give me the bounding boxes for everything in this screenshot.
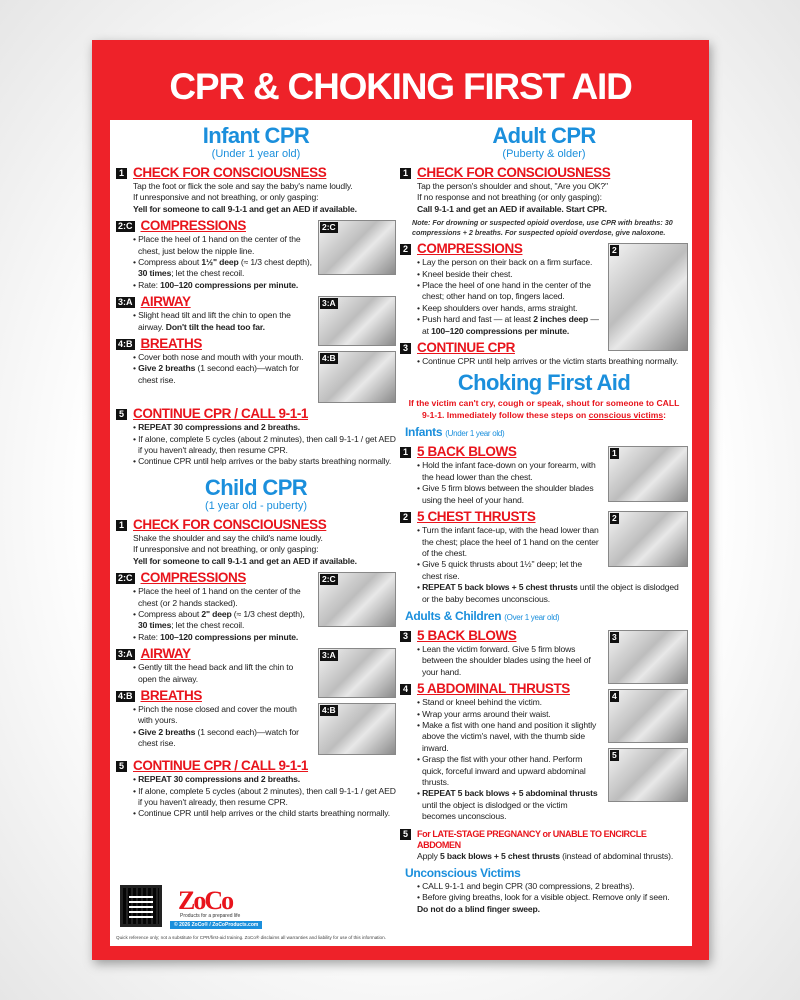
text: If unresponsive and not breathing, or only gasping:	[133, 544, 319, 555]
text: Apply	[417, 850, 440, 861]
text: Lay the person on their back on a firm surface.	[422, 257, 593, 268]
bullet-icon: •	[417, 708, 423, 719]
text: Compress about	[138, 257, 202, 268]
text: If alone, complete 5 cycles (about 2 minutes), then call 9-1-1 / get AED if you haven't already, then resume CPR.	[138, 785, 396, 807]
bullet-item	[116, 422, 396, 433]
text: (≈ 1/3 chest depth),	[238, 257, 312, 268]
bullet-icon: •	[417, 881, 423, 892]
step-header	[400, 165, 688, 181]
step-number-badge: 1	[400, 447, 411, 458]
bullet-icon: •	[133, 257, 139, 268]
text: until the object is dislodged or the baby becomes unconscious.	[422, 582, 679, 604]
infant-cpr-title: Infant CPR	[202, 123, 310, 148]
image-label: 2:C	[322, 574, 336, 585]
text: Before giving breaths, look for a visible object. Remove only if seen.	[422, 892, 670, 903]
child-breaths-illustration	[318, 703, 396, 755]
image-label: 3:A	[322, 650, 336, 661]
infant-compressions-illustration	[318, 220, 396, 275]
bullet-icon: •	[417, 483, 423, 494]
text: Tap the foot or flick the sole and say the baby's name loudly.	[133, 181, 353, 191]
step-header	[116, 218, 313, 234]
text-line	[116, 181, 396, 192]
qr-code[interactable]	[120, 885, 162, 927]
step-title: COMPRESSIONS	[417, 241, 523, 257]
text-line	[116, 544, 396, 555]
image-label: 2	[612, 513, 617, 524]
text-line	[116, 204, 396, 215]
step-number-badge: 1	[400, 168, 411, 179]
bullet-icon: •	[417, 697, 423, 708]
text-line	[400, 904, 688, 915]
bold-text: 100–120 compressions per minute.	[160, 631, 299, 642]
group-age: (Over 1 year old)	[504, 612, 560, 622]
adult-note: Note: For drowning or suspected opioid overdose, use CPR with breaths: 30 compressions + 2 breaths. For suspected opioid overdose, give naloxone.	[412, 218, 673, 238]
text-line	[400, 204, 688, 215]
step-title: CHECK FOR CONSCIOUSNESS	[417, 165, 611, 180]
bold-text: Give 2 breaths	[138, 726, 196, 737]
bullet-item	[400, 881, 688, 892]
step-header	[116, 336, 313, 352]
step-number-badge: 3:A	[118, 649, 133, 660]
text: Rate:	[138, 631, 161, 642]
bullet-icon: •	[417, 754, 423, 765]
text: Wrap your arms around their waist.	[422, 708, 551, 719]
step-header	[400, 681, 603, 697]
step-title: 5 BACK BLOWS	[417, 444, 517, 460]
text: Make a fist with one hand and position it slightly above the victim's navel, with the thumb side inward.	[422, 719, 597, 753]
infant-step-1	[116, 165, 396, 215]
step-title: AIRWAY	[140, 294, 191, 310]
bold-text: 1½" deep	[201, 257, 239, 268]
text: (≈ 1/3 chest depth),	[231, 608, 305, 619]
step-title: 5 CHEST THRUSTS	[417, 509, 536, 525]
text: CALL 9-1-1 and begin CPR (30 compressions, 2 breaths).	[422, 881, 635, 892]
step-number-badge: 4:B	[118, 339, 133, 350]
choking-intro	[408, 397, 680, 421]
choking-pregnancy-illustration	[608, 748, 688, 802]
text: Place the heel of one hand in the center of the chest; other hand on top, fingers laced.	[422, 280, 591, 302]
left-column	[116, 124, 396, 820]
bold-text: 30 times	[138, 268, 172, 279]
bullet-icon: •	[133, 774, 139, 785]
group-label: Infants	[405, 425, 443, 440]
text: ; let the chest recoil.	[171, 620, 245, 631]
bold-text: 30 times	[138, 620, 172, 631]
bullet-icon: •	[133, 608, 139, 619]
bullet-icon: •	[417, 788, 423, 799]
adult-compressions-illustration	[608, 243, 688, 351]
disclaimer: Quick reference only; not a substitute for CPR/first-aid training. ZoCo® disclaims all warranties and liability for use of this information.	[116, 935, 386, 940]
bullet-item	[116, 456, 396, 467]
step-header	[116, 294, 313, 310]
bullet-item	[116, 774, 396, 785]
bullet-icon: •	[133, 631, 139, 642]
infant-step-continue	[116, 406, 396, 468]
child-step-continue	[116, 758, 396, 820]
text: Place the heel of 1 hand on the center of the chest (or 2 hands stacked).	[138, 586, 301, 608]
image-label: 4:B	[322, 353, 336, 364]
poster	[92, 40, 709, 960]
choking-infant-back-blows-illustration	[608, 446, 688, 502]
step-number-badge: 5	[116, 409, 127, 420]
step-number-badge: 2	[400, 244, 411, 255]
step-number-badge: 1	[116, 168, 127, 179]
step-header	[116, 688, 313, 704]
step-header	[400, 340, 603, 356]
bold-text: 100–120 compressions per minute.	[160, 279, 299, 290]
text: Place the heel of 1 hand on the center of the chest, just below the nipple line.	[138, 234, 301, 256]
text: ; let the chest recoil.	[171, 268, 245, 279]
bullet-icon: •	[133, 586, 139, 597]
bold-text: REPEAT 5 back blows + 5 abdominal thrusts	[422, 788, 598, 799]
step-header	[116, 758, 396, 774]
bold-text: REPEAT 30 compressions and 2 breaths.	[138, 774, 301, 785]
group-age: (Under 1 year old)	[445, 429, 505, 439]
bullet-item	[116, 808, 396, 819]
text-line	[116, 533, 396, 544]
text: Pinch the nose closed and cover the mouth with yours.	[138, 703, 297, 726]
step-number-badge: 2:C	[118, 573, 133, 584]
bold-text: 100–120 compressions per minute.	[431, 325, 570, 336]
text: Give 5 firm blows between the shoulder blades using the heel of your hand.	[422, 483, 594, 505]
step-title: CONTINUE CPR / CALL 9-1-1	[133, 406, 309, 422]
choking-step-chest-thrusts	[400, 509, 688, 605]
text: Kneel beside their chest.	[422, 268, 513, 279]
infants-heading	[405, 425, 688, 441]
text: If alone, complete 5 cycles (about 2 minutes), then call 9-1-1 / get AED if you haven't already, then resume CPR.	[138, 433, 396, 456]
infant-cpr-subtitle: (Under 1 year old)	[211, 148, 301, 160]
infant-airway-illustration	[318, 296, 396, 346]
text-line	[116, 556, 396, 567]
step-number-badge: 3:A	[118, 297, 133, 308]
step-title: COMPRESSIONS	[140, 570, 246, 586]
image-label: 1	[612, 448, 617, 459]
bullet-icon: •	[133, 279, 139, 290]
text: Cover both nose and mouth with your mouth.	[138, 352, 304, 363]
step-number-badge: 4:B	[118, 690, 133, 701]
bullet-item	[116, 786, 396, 809]
text: — at	[422, 314, 599, 336]
child-cpr-title: Child CPR	[204, 474, 308, 500]
text: Grasp the fist with your other hand. Perform quick, forceful inward and upward abdominal thrusts.	[422, 754, 586, 787]
adult-step-compressions	[400, 241, 688, 337]
text-line	[400, 181, 688, 192]
child-step-airway	[116, 646, 396, 685]
bullet-icon: •	[417, 892, 423, 903]
text: Gently tilt the head back and lift the chin to open the airway.	[138, 662, 294, 684]
text: Lean the victim forward. Give 5 firm blows between the shoulder blades using the heel of your hand.	[422, 643, 591, 677]
step-header	[116, 570, 313, 586]
adult-cpr-subtitle: (Puberty & older)	[502, 148, 586, 160]
text: (instead of abdominal thrusts).	[559, 850, 674, 861]
step-title: CONTINUE CPR	[417, 340, 515, 356]
bold-text: 2" deep	[201, 608, 232, 619]
text: Continue CPR until help arrives or the baby starts breathing normally.	[138, 456, 392, 467]
text: (1 second each)—watch for chest rise.	[138, 363, 299, 385]
step-title: BREATHS	[140, 687, 202, 703]
bullet-item	[116, 434, 396, 457]
bold-text: REPEAT 30 compressions and 2 breaths.	[138, 422, 301, 433]
text: If no response and not breathing (or only gasping):	[417, 192, 602, 203]
step-header	[400, 826, 688, 851]
step-header	[116, 165, 396, 181]
step-number-badge: 3	[400, 343, 411, 354]
step-title: AIRWAY	[140, 646, 191, 662]
bold-text: Do not do a blind finger sweep.	[417, 903, 540, 914]
step-title: CONTINUE CPR / CALL 9-1-1	[133, 758, 309, 774]
step-header	[400, 509, 603, 525]
choking-adult-back-blows-illustration	[608, 630, 688, 684]
bullet-icon: •	[133, 352, 139, 363]
infant-breaths-illustration	[318, 351, 396, 403]
step-number-badge: 5	[116, 761, 127, 772]
bullet-icon: •	[417, 268, 423, 279]
text: Compress about	[138, 608, 202, 619]
image-label: 4	[612, 690, 617, 701]
bullet-icon: •	[417, 719, 423, 730]
bullet-icon: •	[133, 433, 139, 444]
bullet-icon: •	[417, 280, 423, 291]
choking-infant-chest-thrusts-illustration	[608, 511, 688, 567]
step-title: CHECK FOR CONSCIOUSNESS	[133, 165, 327, 180]
child-step-1	[116, 517, 396, 567]
choking-abdominal-thrusts-illustration	[608, 689, 688, 743]
bold-text: REPEAT 5 back blows + 5 chest thrusts	[422, 582, 578, 593]
bold-text: Yell for someone to call 9-1-1 and get an AED if available.	[133, 203, 357, 214]
text: If unresponsive and not breathing, or only gasping:	[133, 192, 319, 203]
step-header	[400, 241, 603, 257]
adult-cpr-title: Adult CPR	[492, 123, 596, 148]
step-title: 5 ABDOMINAL THRUSTS	[417, 681, 570, 697]
conscious-victims-link: conscious victims	[588, 410, 664, 421]
bold-text: 5 back blows + 5 chest thrusts	[440, 850, 560, 861]
bullet-icon: •	[417, 559, 423, 570]
text-line	[400, 851, 688, 862]
bold-text: Call 9-1-1 and get an AED if available. Start CPR.	[417, 203, 607, 214]
text: until the object is dislodged or the victim becomes unconscious.	[422, 799, 568, 822]
unconscious-steps	[400, 881, 688, 915]
bullet-icon: •	[133, 310, 139, 321]
bullet-icon: •	[417, 356, 423, 367]
bullet-icon: •	[133, 456, 139, 467]
step-number-badge: 2	[400, 512, 411, 523]
step-number-badge: 4	[400, 684, 411, 695]
text: Continue CPR until help arrives or the victim starts breathing normally.	[422, 356, 679, 367]
step-header	[116, 517, 396, 533]
infant-step-airway	[116, 294, 396, 333]
text: Slight head tilt and lift the chin to open the airway.	[138, 310, 291, 332]
bullet-icon: •	[417, 525, 422, 536]
text: Shake the shoulder and say the child's name loudly.	[133, 532, 323, 543]
bullet-icon: •	[133, 808, 139, 819]
bullet-item	[116, 632, 396, 643]
bullet-item	[116, 280, 396, 291]
step-header	[116, 406, 396, 422]
text: Continue CPR until help arrives or the child starts breathing normally.	[138, 808, 391, 819]
step-number-badge: 1	[116, 520, 127, 531]
text: Give 5 quick thrusts about 1½" deep; let the chest rise.	[422, 559, 582, 581]
zoco-logo: ZoCo	[178, 886, 233, 915]
step-number-badge: 2:C	[118, 221, 133, 232]
step-number-badge: 3	[400, 631, 411, 642]
text: Tap the person's shoulder and shout, "Are you OK?"	[417, 181, 608, 191]
choking-step-back-blows-adult	[400, 628, 688, 678]
image-label: 4:B	[322, 705, 336, 716]
bold-text: Give 2 breaths	[138, 363, 196, 374]
infant-step-compressions	[116, 218, 396, 291]
image-label: 2:C	[322, 222, 336, 233]
child-compressions-illustration	[318, 572, 396, 627]
step-number-badge: 5	[400, 829, 411, 840]
bullet-icon: •	[133, 234, 139, 245]
text: Hold the infant face-down on your forearm, with the head lower than the chest.	[422, 460, 596, 482]
right-column	[400, 124, 688, 915]
choking-step-abdominal-thrusts	[400, 681, 688, 822]
bullet-icon: •	[133, 422, 139, 433]
intro-end: :	[663, 410, 667, 421]
step-title: 5 BACK BLOWS	[417, 627, 517, 643]
step-header	[400, 444, 603, 460]
copyright[interactable]: © 2026 ZoCo® / ZoCoProducts.com	[170, 921, 262, 929]
logo-tagline: Products for a prepared life	[180, 913, 241, 919]
text: Rate:	[138, 279, 161, 290]
text-line	[116, 192, 396, 203]
adult-step-1	[400, 165, 688, 215]
step-title: CHECK FOR CONSCIOUSNESS	[133, 516, 327, 532]
bold-text: 2 inches deep	[533, 314, 589, 325]
child-step-compressions	[116, 570, 396, 643]
image-label: 2	[612, 245, 617, 256]
bold-text: Yell for someone to call 9-1-1 and get an AED if available.	[133, 555, 357, 566]
step-header	[116, 646, 313, 662]
bullet-icon: •	[417, 314, 423, 325]
image-label: 3:A	[322, 298, 336, 309]
bullet-icon: •	[133, 703, 139, 714]
child-airway-illustration	[318, 648, 396, 698]
image-label: 3	[612, 631, 617, 642]
step-header	[400, 628, 603, 644]
text: Stand or kneel behind the victim.	[422, 697, 542, 708]
child-cpr-subtitle: (1 year old - puberty)	[204, 499, 308, 512]
choking-step-pregnancy	[400, 826, 688, 862]
text: Turn the infant face-up, with the head lower than the chest; place the heel of 1 hand on the center of the chest.	[421, 525, 599, 558]
poster-title: CPR & CHOKING FIRST AID	[169, 66, 632, 107]
bullet-icon: •	[133, 662, 139, 673]
text: Keep shoulders over hands, arms straight.	[422, 302, 578, 313]
step-title: BREATHS	[140, 336, 202, 352]
step-title: For LATE-STAGE PREGNANCY or UNABLE TO ENCIRCLE ABDOMEN	[417, 828, 647, 850]
choking-step-back-blows-infant	[400, 444, 688, 506]
bullet-icon: •	[417, 302, 423, 313]
bold-text: Don't tilt the head too far.	[165, 321, 265, 332]
bullet-icon: •	[417, 643, 423, 654]
intro-text: If the victim can't cry, cough or speak, shout for someone to CALL 9-1-1. Immediately follow these steps on	[408, 398, 680, 421]
step-title: COMPRESSIONS	[140, 218, 246, 234]
group-label: Adults & Children	[405, 608, 502, 623]
unconscious-heading: Unconscious Victims	[405, 866, 521, 881]
bullet-item	[400, 582, 688, 605]
bullet-icon: •	[133, 363, 139, 374]
adults-children-heading	[405, 609, 688, 625]
bullet-icon: •	[417, 257, 423, 268]
bullet-icon: •	[133, 726, 139, 737]
text: (1 second each)—watch for chest rise.	[138, 726, 299, 749]
text: Push hard and fast — at least	[422, 314, 534, 325]
content-panel	[110, 120, 692, 946]
bullet-item	[400, 892, 688, 903]
bullet-item	[400, 356, 688, 367]
text-line	[400, 192, 688, 203]
bullet-icon: •	[417, 582, 423, 593]
image-label: 5	[612, 749, 617, 760]
bullet-icon: •	[133, 785, 139, 796]
bullet-icon: •	[417, 460, 423, 471]
choking-title: Choking First Aid	[457, 370, 631, 396]
